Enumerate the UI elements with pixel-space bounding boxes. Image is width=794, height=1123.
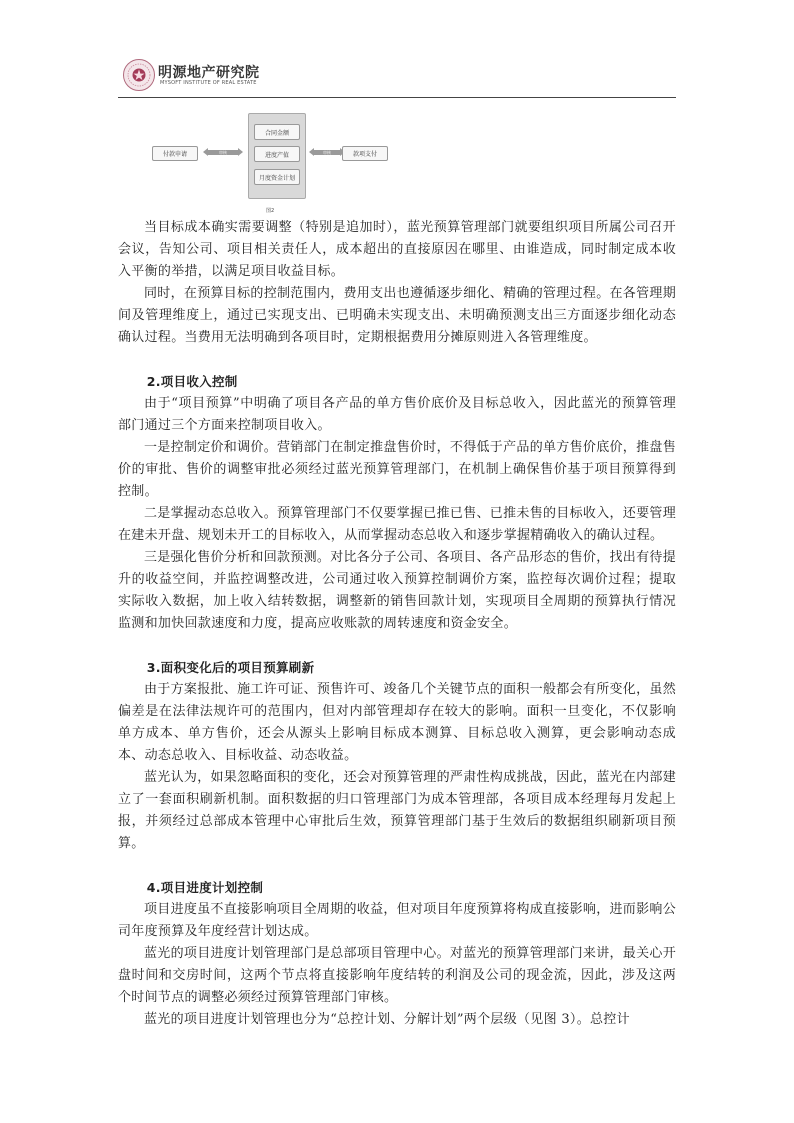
paragraph: 当目标成本确实需要调整（特别是追加时），蓝光预算管理部门就要组织项目所属公司召开会议，告知公司、项目相关责任人，成本超出的直接原因在哪里、由谁造成，同时制定成本收入平衡的举措，以满足项目收益目标。	[118, 220, 676, 279]
progress-output-box: 进度产值	[254, 146, 300, 162]
institute-seal-icon	[122, 58, 156, 92]
paragraph: 一是控制定价和调价。营销部门在制定推盘售价时，不得低于产品的单方售价底价，推盘售价的审批、售价的调整审批必须经过蓝光预算管理部门，在机制上确保售价基于项目预算得到控制。	[118, 440, 677, 499]
payment-request-box: 付款申请	[152, 146, 198, 161]
institute-name-english: MYSOFT INSTITUTE OF REAL ESTATE	[160, 80, 257, 86]
institute-name: 明源地产研究院	[158, 65, 260, 81]
paragraph: 二是掌握动态总收入。预算管理部门不仅要掌握已推已售、已推未售的目标收入，还要管理在建未开盘、规划未开工的目标收入，从而掌握动态总收入和逐步掌握精确收入的确认过程。	[118, 506, 677, 543]
section-heading-area-refresh: 3.面积变化后的项目预算刷新	[146, 660, 315, 675]
control-items-group	[248, 113, 306, 199]
paragraph: 由于“项目预算”中明确了项目各产品的单方售价底价及目标总收入，因此蓝光的预算管理部门通过三个方面来控制项目收入。	[118, 396, 676, 433]
paragraph: 蓝光认为，如果忽略面积的变化，还会对预算管理的严肃性构成挑战，因此，蓝光在内部建立了一套面积刷新机制。面积数据的归口管理部门为成本管理部，各项目成本经理每月发起上报，并须经过总部成本管理中心审批后生效，预算管理部门基于生效后的数据组织刷新项目预算。	[118, 770, 677, 851]
article-body	[118, 217, 676, 1031]
monthly-fund-plan-box: 月度资金计划	[254, 169, 300, 185]
contract-amount-box: 合同金额	[254, 124, 300, 140]
figure-caption: 图2	[266, 208, 275, 214]
paragraph: 蓝光的项目进度计划管理也分为“总控计划、分解计划”两个层级（见图 3）。总控计	[144, 1012, 630, 1027]
figure-2-diagram	[150, 110, 410, 220]
right-double-arrow: 审核	[314, 150, 340, 155]
paragraph: 项目进度虽不直接影响项目全周期的收益，但对项目年度预算将构成直接影响，进而影响公司年度预算及年度经营计划达成。	[118, 902, 677, 939]
paragraph: 由于方案报批、施工许可证、预售许可、竣备几个关键节点的面积一般都会有所变化，虽然偏差是在法律法规许可的范围内，但对内部管理却存在较大的影响。面积一旦变化，不仅影响单方成本、单方售价，还会从源头上影响目标成本测算、目标总收入测算，更会影响动态成本、动态总收入、目标收益、动态收益。	[118, 682, 677, 763]
left-double-arrow: 审核	[208, 150, 238, 155]
paragraph: 同时，在预算目标的控制范围内，费用支出也遵循逐步细化、精确的管理过程。在各管理期间及管理维度上，通过已实现支出、已明确未实现支出、未明确预测支出三方面逐步细化动态确认过程。当费用无法明确到各项目时，定期根据费用分摊原则进入各管理维度。	[118, 286, 677, 345]
page-header	[118, 56, 676, 96]
header-divider	[118, 97, 676, 98]
paragraph: 蓝光的项目进度计划管理部门是总部项目管理中心。对蓝光的预算管理部门来讲，最关心开盘时间和交房时间，这两个节点将直接影响年度结转的利润及公司的现金流，因此，涉及这两个时间节点的调整必须经过预算管理部门审核。	[118, 946, 677, 1005]
section-heading-revenue-control: 2.项目收入控制	[146, 374, 238, 389]
section-heading-schedule-control: 4.项目进度计划控制	[146, 880, 264, 895]
payment-disbursement-box: 款项支付	[342, 146, 388, 161]
paragraph: 三是强化售价分析和回款预测。对比各分子公司、各项目、各产品形态的售价，找出有待提升的收益空间，并监控调整改进，公司通过收入预算控制调价方案，监控每次调价过程；提取实际收入数据，加上收入结转数据，调整新的销售回款计划，实现项目全周期的预算执行情况监测和加快回款速度和力度，提高应收账款的周转速度和资金安全。	[118, 550, 677, 631]
